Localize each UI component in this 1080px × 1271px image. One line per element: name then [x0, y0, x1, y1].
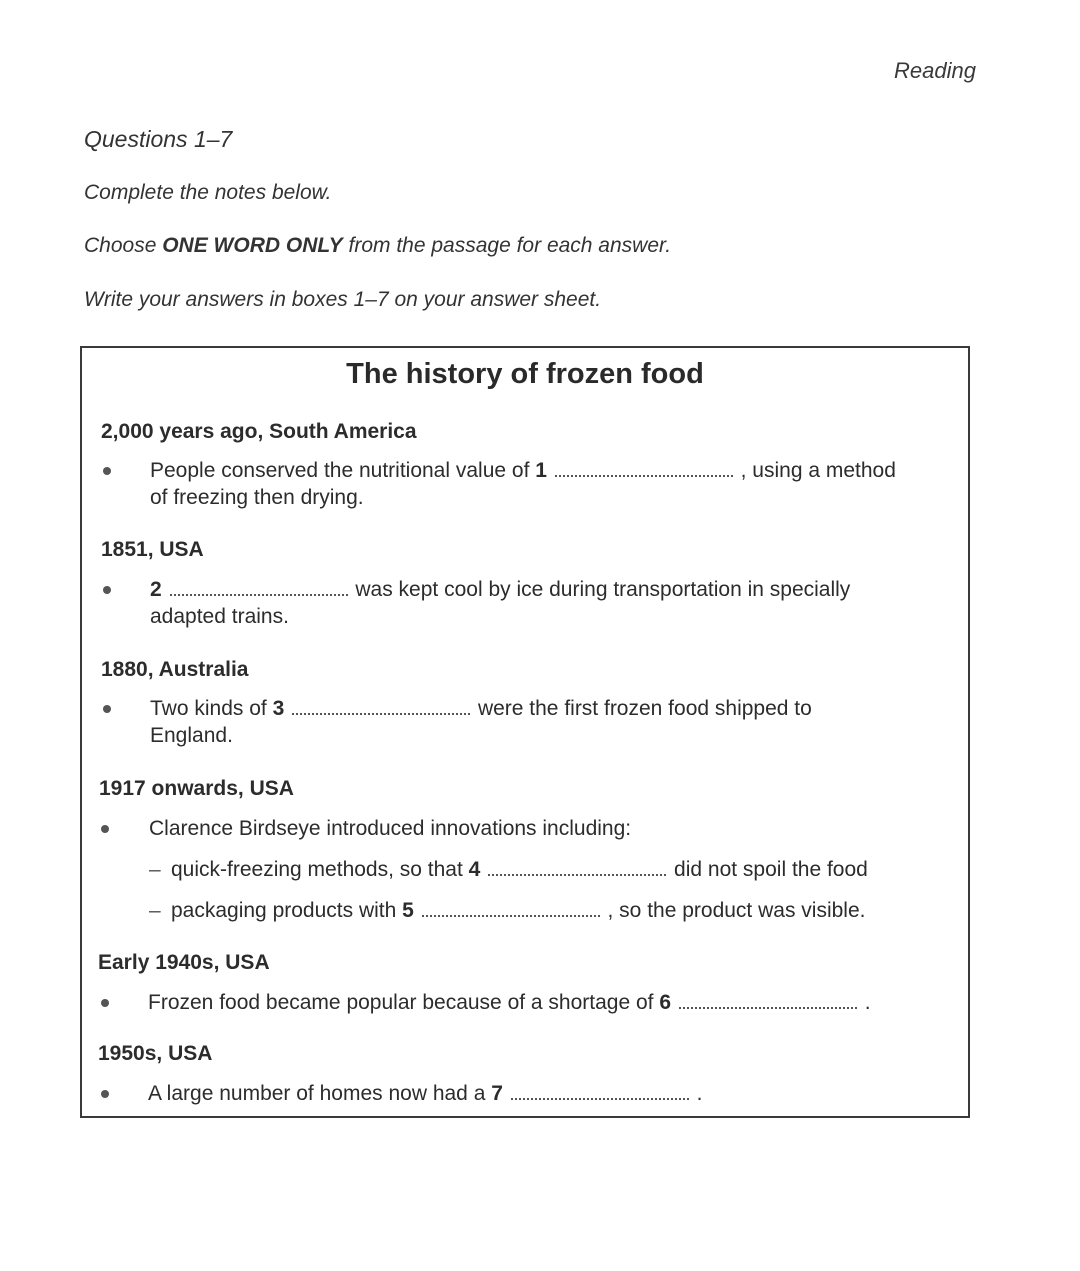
instruction-write: Write your answers in boxes 1–7 on your answer sheet.: [84, 288, 602, 311]
note-line: [148, 1082, 702, 1106]
answer-gap-4[interactable]: [488, 862, 666, 876]
dash-icon: –: [149, 858, 161, 881]
bullet-icon: [101, 825, 109, 833]
instruction-word-limit: ONE WORD ONLY: [162, 234, 343, 257]
section-heading: 1950s, USA: [98, 1042, 213, 1065]
bullet-icon: [103, 705, 111, 713]
bullet-icon: [101, 1090, 109, 1098]
sub-note-line: [149, 899, 865, 923]
question-number: 3: [272, 697, 285, 720]
question-number: 7: [491, 1082, 503, 1105]
note-text: packaging products with: [171, 899, 403, 922]
bullet-icon: [101, 999, 109, 1007]
instruction-choose-pre: Choose: [84, 234, 163, 257]
note-text: Frozen food became popular because of a shortage of: [148, 991, 660, 1014]
question-number: 6: [659, 991, 672, 1014]
bullet-icon: [103, 586, 111, 594]
note-text: Two kinds of: [150, 697, 273, 720]
note-text: People conserved the nutritional value of: [150, 459, 536, 482]
note-text: did not spoil the food: [674, 858, 868, 881]
notes-title: The history of frozen food: [346, 358, 704, 390]
note-text: quick-freezing methods, so that: [171, 858, 469, 881]
note-line: [150, 459, 896, 483]
note-text: were the first frozen food shipped to: [477, 697, 812, 720]
note-line: [150, 578, 850, 602]
section-heading: 2,000 years ago, South America: [101, 420, 417, 443]
instruction-choose-post: from the passage for each answer.: [342, 234, 672, 257]
instruction-choose: [84, 234, 671, 258]
notes-box: [80, 346, 970, 1118]
sub-note-line: [149, 858, 868, 882]
answer-gap-2[interactable]: [170, 582, 348, 596]
note-line: [150, 697, 812, 721]
section-label: Reading: [894, 58, 976, 83]
answer-gap-1[interactable]: [555, 463, 733, 477]
note-text: A large number of homes now had a: [148, 1082, 492, 1105]
note-text: was kept cool by ice during transportation in specially: [355, 578, 851, 601]
note-text: .: [864, 991, 871, 1014]
note-continuation: of freezing then drying.: [150, 486, 364, 509]
section-heading: 1880, Australia: [101, 658, 249, 681]
note-text: .: [696, 1082, 703, 1105]
answer-gap-3[interactable]: [292, 701, 470, 715]
instruction-complete: Complete the notes below.: [84, 181, 332, 204]
bullet-icon: [103, 467, 111, 475]
question-number: 2: [150, 578, 162, 601]
dash-icon: –: [149, 899, 161, 922]
section-heading: Early 1940s, USA: [98, 951, 270, 974]
note-continuation: England.: [150, 724, 233, 747]
answer-gap-6[interactable]: [679, 995, 857, 1009]
section-heading: 1917 onwards, USA: [99, 777, 294, 800]
section-heading: 1851, USA: [101, 538, 204, 561]
answer-gap-7[interactable]: [511, 1086, 689, 1100]
note-text: , using a method: [740, 459, 896, 482]
question-number: 1: [535, 459, 547, 482]
question-number: 5: [402, 899, 414, 922]
note-line: [148, 991, 871, 1015]
questions-range: Questions 1–7: [84, 126, 233, 152]
note-line: Clarence Birdseye introduced innovations including:: [149, 817, 632, 840]
note-continuation: adapted trains.: [150, 605, 289, 628]
note-text: , so the product was visible.: [607, 899, 866, 922]
question-number: 4: [468, 858, 481, 881]
answer-gap-5[interactable]: [422, 903, 600, 917]
